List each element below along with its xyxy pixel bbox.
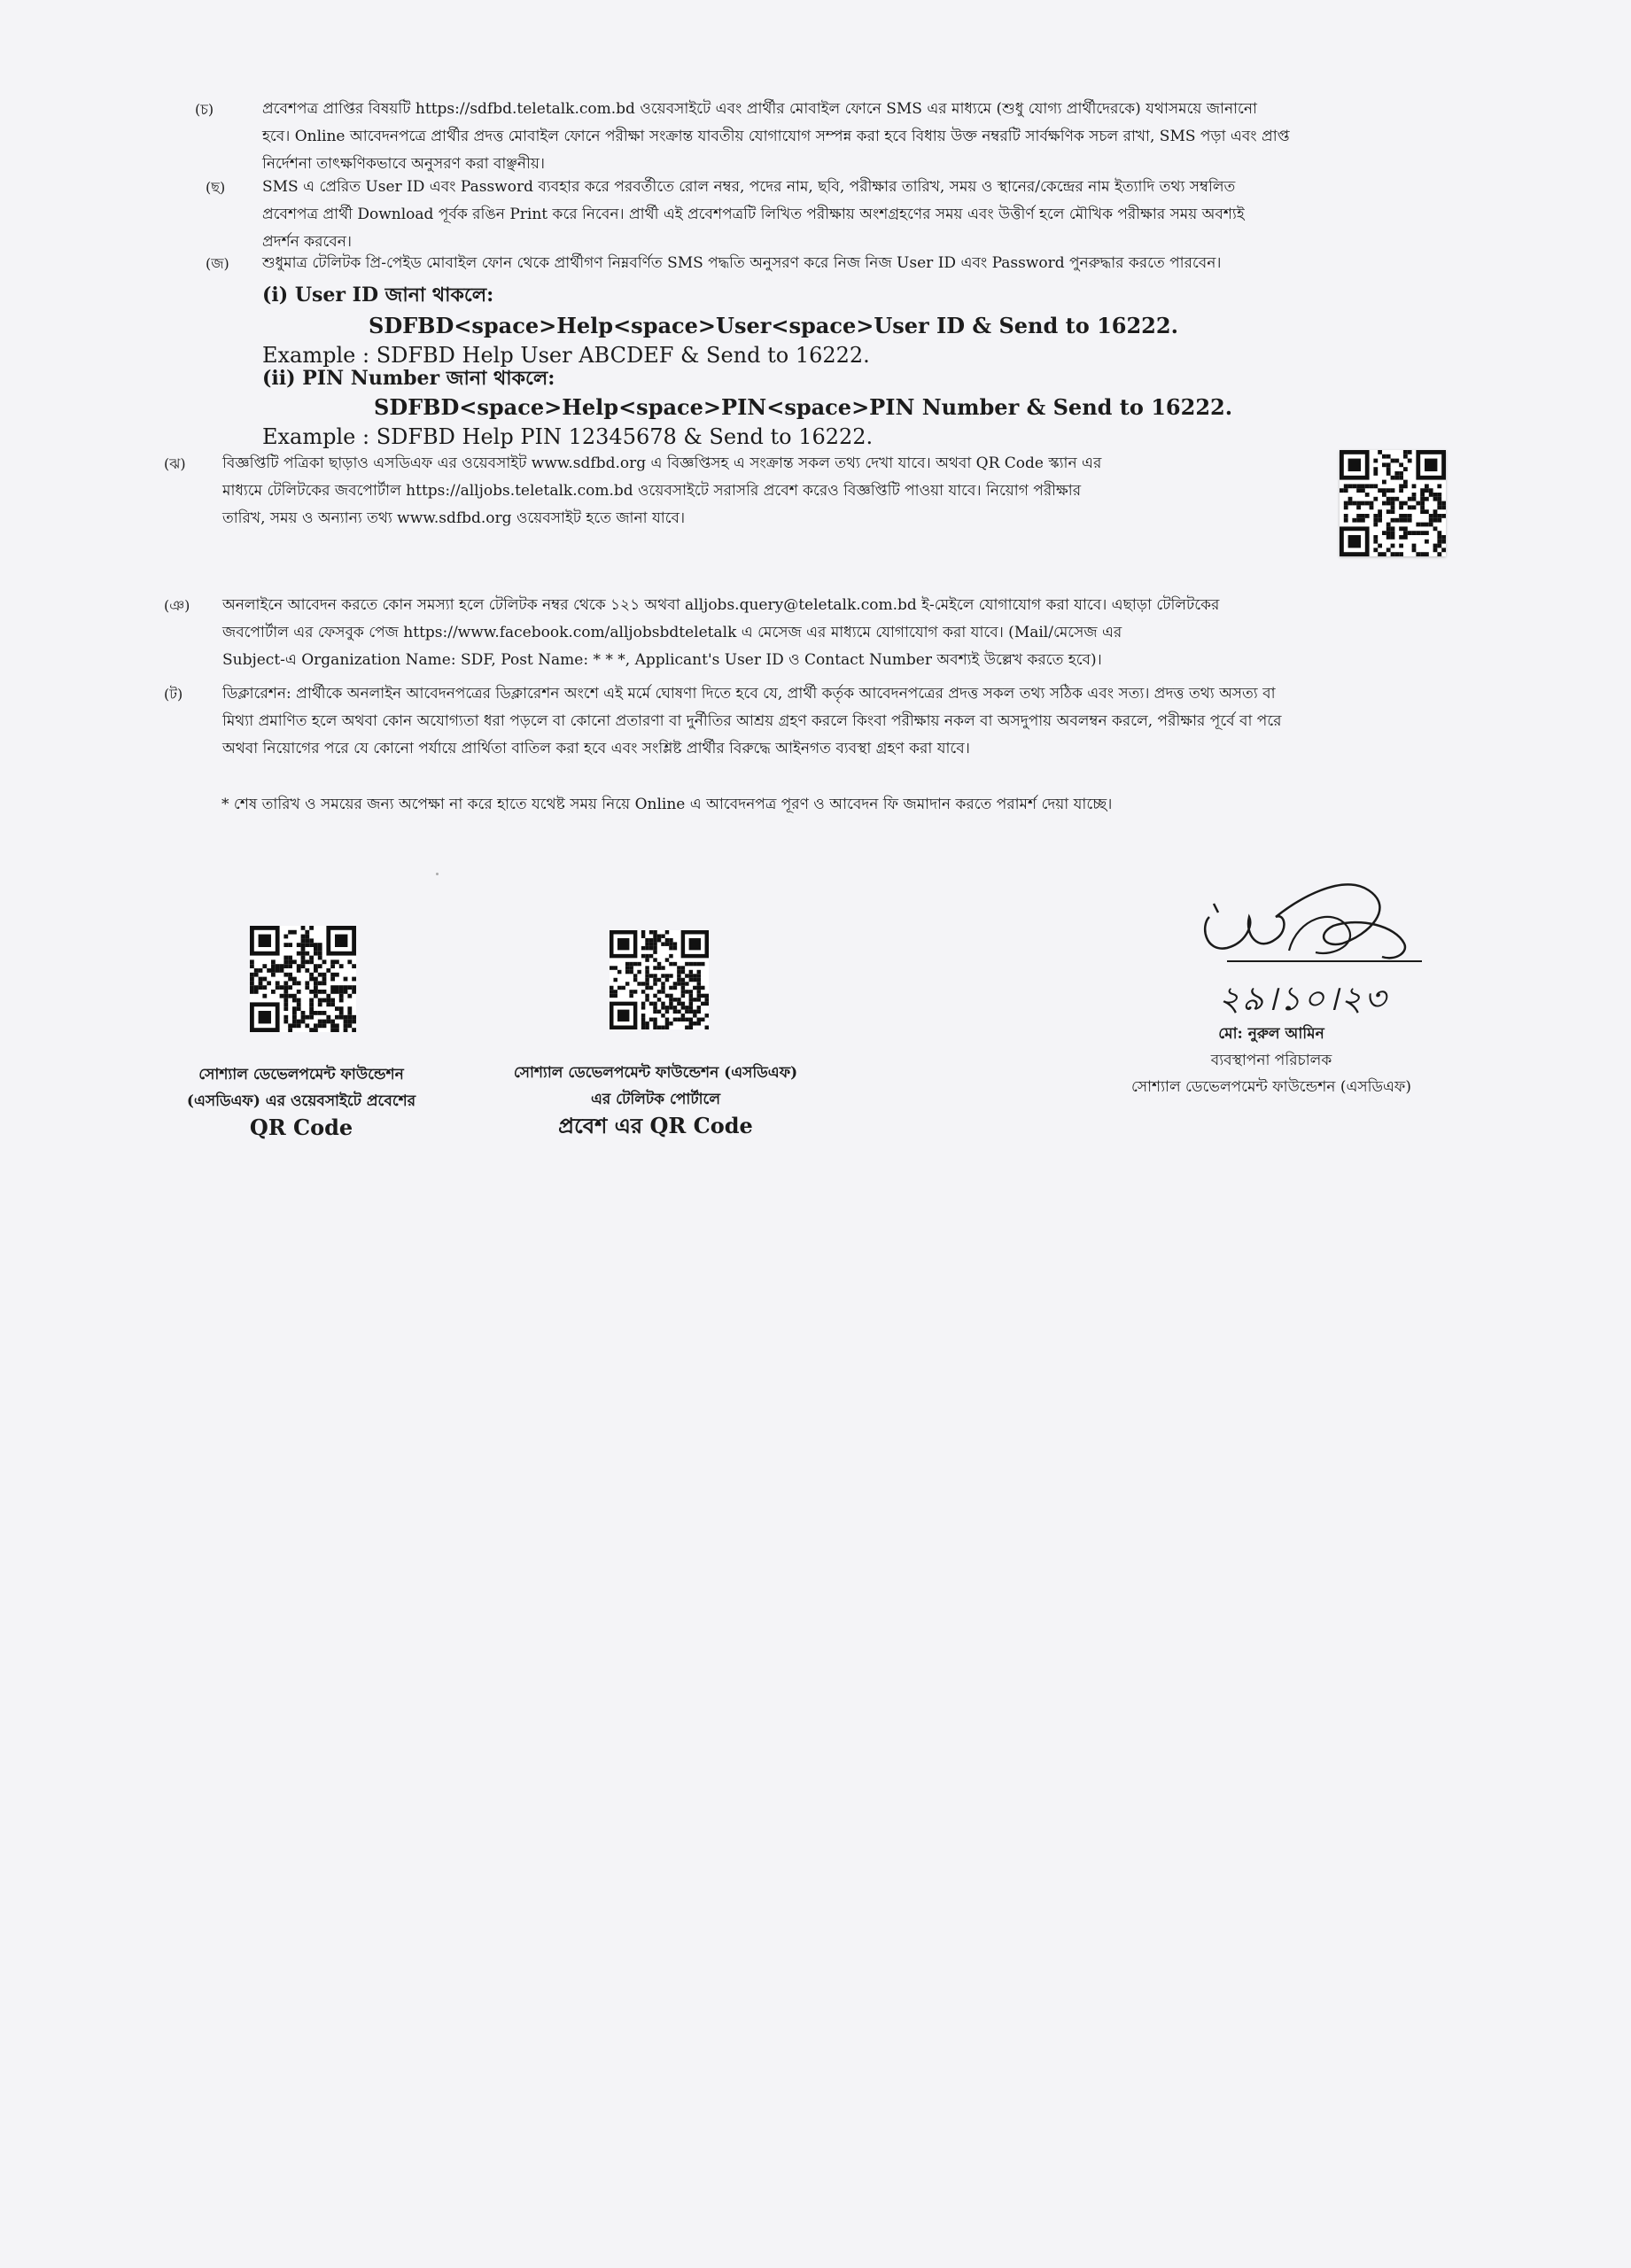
item-cha	[195, 96, 1471, 184]
item-ja	[195, 250, 1471, 449]
text-line: ডিক্লারেশন: প্রার্থীকে অনলাইন আবেদনপত্রের ডিক্লারেশন অংশে এই মর্মে ঘোষণা দিতে হবে যে, প্রার্থী কর্তৃক আবেদনপত্রের প্রদত্ত সকল তথ্য সঠিক এবং সত্য। প্রদত্ত তথ্য অসত্য বা	[222, 685, 1276, 703]
qr-caption	[124, 1061, 478, 1141]
item-marker: (ট)	[164, 686, 183, 703]
signatory-block	[1085, 1021, 1457, 1100]
item-marker: (ঝ)	[164, 455, 186, 472]
text-line: অথবা নিয়োগের পরে যে কোনো পর্যায়ে প্রার্থিতা বাতিল করা হবে এবং সংশ্লিষ্ট প্রার্থীর বিরুদ্ধে আইনগত ব্যবস্থা গ্রহণ করা যাবে।	[222, 740, 970, 757]
caption-line: এর টেলিটক পোর্টালে	[590, 1091, 721, 1108]
qr-code-icon	[250, 926, 356, 1032]
text-line: মাধ্যমে টেলিটকের জবপোর্টাল https://alljobs.teletalk.com.bd ওয়েবসাইটে সরাসরি প্রবেশ করেও বিজ্ঞপ্তিটি পাওয়া যাবে। নিয়োগ পরীক্ষার	[222, 482, 1082, 500]
text-line: SMS এ প্রেরিত User ID এবং Password ব্যবহার করে পরবর্তীতে রোল নম্বর, পদের নাম, ছবি, পরীক্ষার তারিখ, সময় ও স্থানের/কেন্দ্রের নাম ইত্যাদি তথ্য সম্বলিত	[262, 178, 1236, 196]
signatory-name: মো: নুরুল আমিন	[1218, 1025, 1324, 1043]
sub-heading: (ii) PIN Number জানা থাকলে:	[262, 367, 555, 390]
item-ta	[164, 680, 1475, 769]
sms-example: Example : SDFBD Help User ABCDEF & Send to 16222.	[262, 343, 870, 368]
signatory-org: সোশ্যাল ডেভেলপমেন্ট ফাউন্ডেশন (এসডিএফ)	[1131, 1078, 1411, 1096]
advice-note: * শেষ তারিখ ও সময়ের জন্য অপেক্ষা না করে হাতে যথেষ্ট সময় নিয়ে Online এ আবেদনপত্র পূরণ ও আবেদন ফি জমাদান করতে পরামর্শ দেয়া যাচ্ছে।	[221, 796, 1113, 813]
signature-date: ২৯।১০।২৩	[1218, 979, 1388, 1018]
text-line: নির্দেশনা তাৎক্ষণিকভাবে অনুসরণ করা বাঞ্ছনীয়।	[262, 155, 546, 173]
sms-example: Example : SDFBD Help PIN 12345678 & Send to 16222.	[262, 424, 874, 449]
caption-line: সোশ্যাল ডেভেলপমেন্ট ফাউন্ডেশন	[198, 1066, 404, 1084]
text-line: প্রবেশপত্র প্রাপ্তির বিষয়টি https://sdfbd.teletalk.com.bd ওয়েবসাইটে এবং প্রার্থীর মোবাইল ফোনে SMS এর মাধ্যমে (শুধু যোগ্য প্রার্থীদেরকে) যথাসময়ে জানানো	[262, 100, 1257, 118]
sub-heading: (i) User ID জানা থাকলে:	[262, 284, 494, 307]
text-line: জবপোর্টাল এর ফেসবুক পেজ https://www.facebook.com/alljobsbdteletalk এ মেসেজ এর মাধ্যমে যোগাযোগ করা যাবে। (Mail/মেসেজ এর	[222, 624, 1122, 641]
item-chha	[195, 174, 1471, 262]
text-line: বিজ্ঞপ্তিটি পত্রিকা ছাড়াও এসডিএফ এর ওয়েবসাইট www.sdfbd.org এ বিজ্ঞপ্তিসহ এ সংক্রান্ত সকল তথ্য দেখা যাবে। অথবা QR Code স্ক্যান এর	[222, 454, 1102, 472]
qr-caption	[452, 1060, 859, 1139]
text-line: শুধুমাত্র টেলিটক প্রি-পেইড মোবাইল ফোন থেকে প্রার্থীগণ নিম্নবর্ণিত SMS পদ্ধতি অনুসরণ করে নিজ নিজ User ID এবং Password পুনরুদ্ধার করতে পারবেন।	[262, 254, 1222, 272]
item-marker: (জ)	[206, 255, 229, 272]
qr-code-icon	[610, 930, 709, 1029]
text-line: তারিখ, সময় ও অন্যান্য তথ্য www.sdfbd.org ওয়েবসাইট হতে জানা যাবে।	[222, 509, 686, 527]
qr-code-icon	[1340, 450, 1446, 556]
item-jha	[164, 450, 1289, 539]
text-line: মিথ্যা প্রমাণিত হলে অথবা কোন অযোগ্যতা ধরা পড়লে বা কোনো প্রতারণা বা দুর্নীতির আশ্রয় গ্রহণ করলে কিংবা পরীক্ষায় নকল বা অসদুপায় অবলম্বন করলে, পরীক্ষার পূর্বে বা পরে	[222, 712, 1282, 730]
text-line: Subject-এ Organization Name: SDF, Post Name: * * *, Applicant's User ID ও Contact Number অবশ্যই উল্লেখ করতে হবে)।	[222, 651, 1102, 669]
signatory-title: ব্যবস্থাপনা পরিচালক	[1210, 1052, 1332, 1069]
caption-line: (এসডিএফ) এর ওয়েবসাইটে প্রবেশের	[186, 1092, 416, 1110]
item-nya	[164, 592, 1475, 680]
text-line: অনলাইনে আবেদন করতে কোন সমস্যা হলে টেলিটক নম্বর থেকে ১২১ অথবা alljobs.query@teletalk.com.bd ই-মেইলে যোগাযোগ করা যাবে। এছাড়া টেলিটকের	[222, 596, 1220, 614]
item-marker: (ঞ)	[164, 597, 190, 614]
caption-line: সোশ্যাল ডেভেলপমেন্ট ফাউন্ডেশন (এসডিএফ)	[513, 1064, 798, 1082]
scan-speck	[436, 873, 439, 875]
item-marker: (চ)	[195, 101, 214, 118]
text-line: প্রদর্শন করবেন।	[262, 233, 352, 251]
text-line: প্রবেশপত্র প্রার্থী Download পূর্বক রঙিন Print করে নিবেন। প্রার্থী এই প্রবেশপত্রটি লিখিত পরীক্ষায় অংশগ্রহণের সময় এবং উত্তীর্ণ হলে মৌখিক পরীক্ষার সময় অবশ্যই	[262, 206, 1245, 223]
text-line: হবে। Online আবেদনপত্রে প্রার্থীর প্রদত্ত মোবাইল ফোনে পরীক্ষা সংক্রান্ত যাবতীয় যোগাযোগ সম্পন্ন করা হবে বিধায় উক্ত নম্বরটি সার্বক্ষণিক সচল রাখা, SMS পড়া এবং প্রাপ্ত	[262, 128, 1290, 145]
sms-command: SDFBD<space>Help<space>User<space>User ID & Send to 16222.	[369, 313, 1178, 338]
item-marker: (ছ)	[206, 179, 226, 196]
sms-command: SDFBD<space>Help<space>PIN<space>PIN Number & Send to 16222.	[374, 394, 1233, 420]
caption-line: প্রবেশ এর QR Code	[558, 1113, 753, 1138]
caption-line: QR Code	[249, 1115, 353, 1140]
